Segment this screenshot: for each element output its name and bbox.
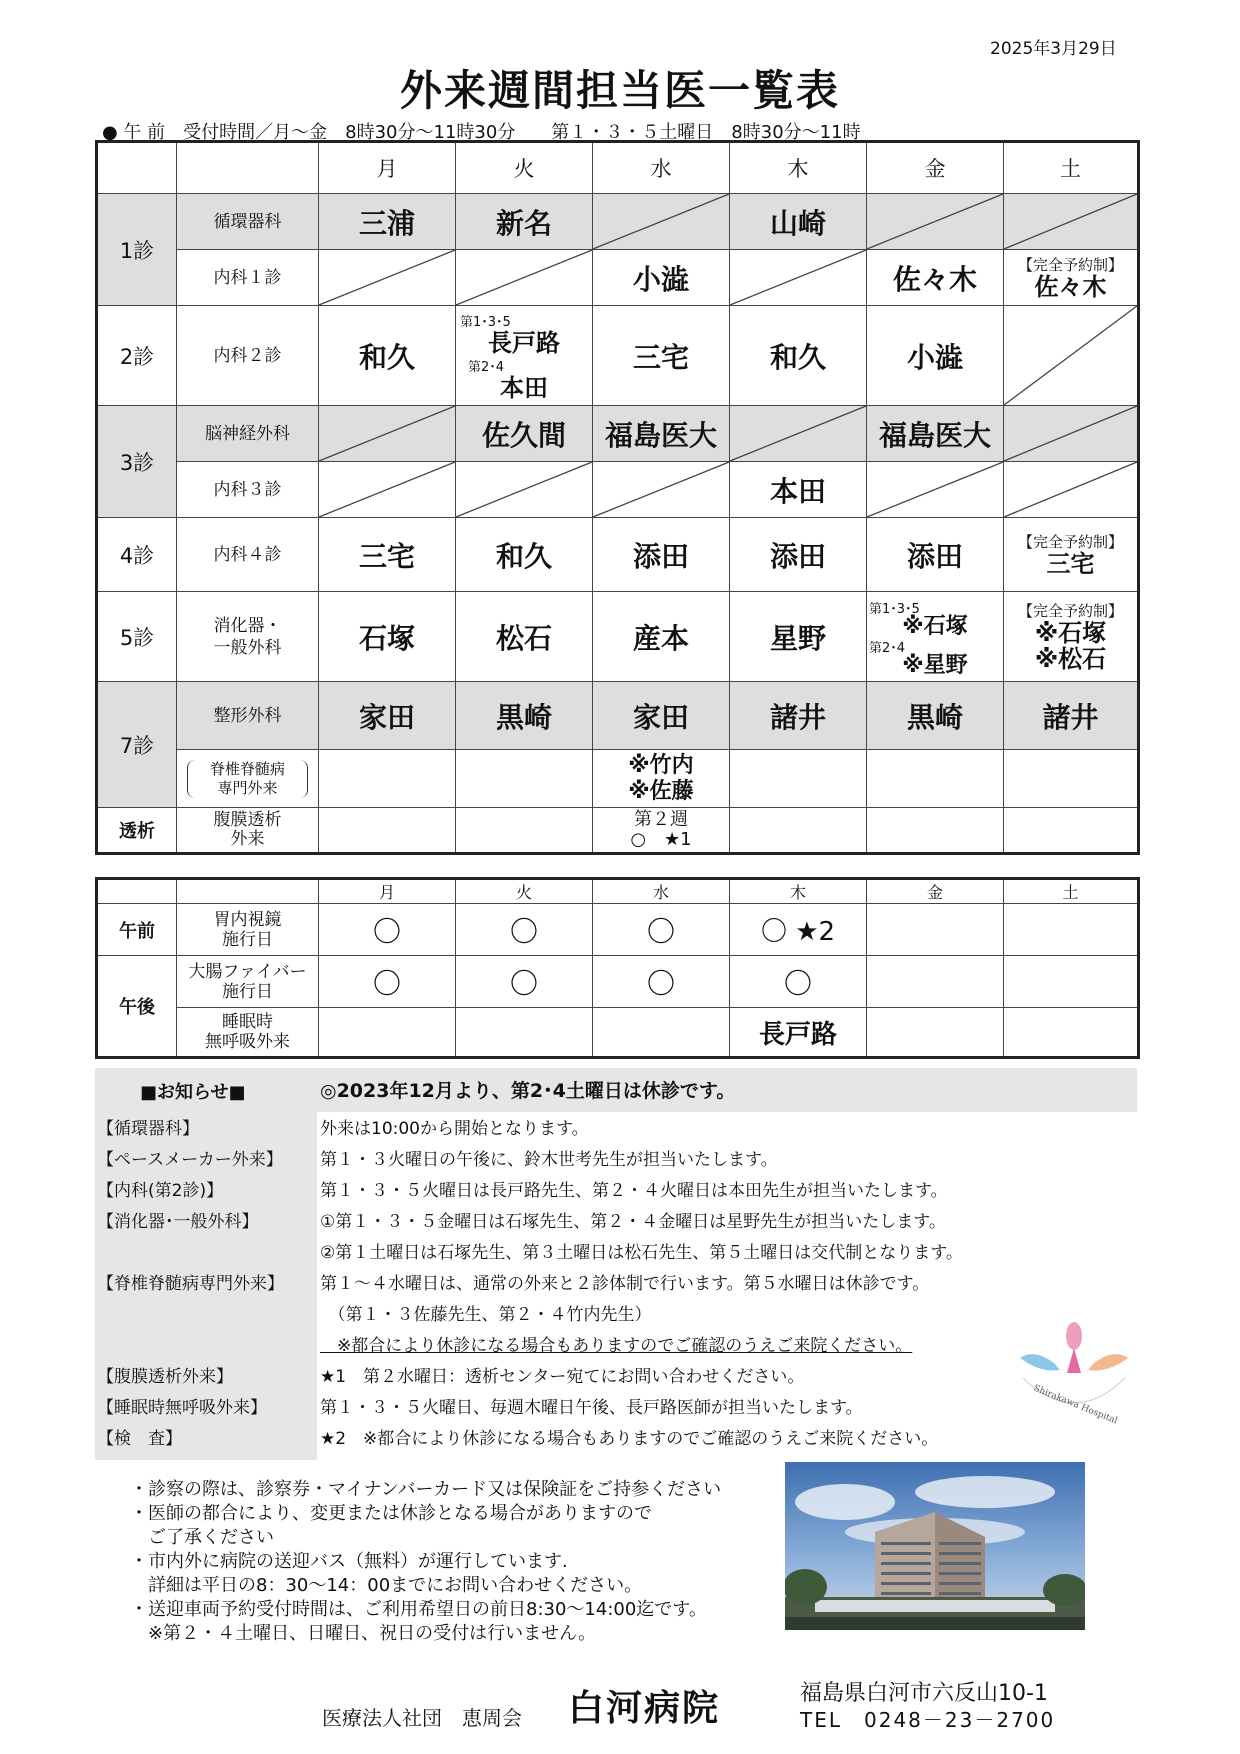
empty-cell <box>1004 462 1139 518</box>
empty-cell <box>319 462 456 518</box>
notice-heading: ■お知らせ■ <box>140 1082 246 1103</box>
doctor-cell: 山崎 <box>730 194 867 250</box>
slot-7: 7診 <box>97 682 177 808</box>
diagonal-slash <box>867 462 1003 517</box>
empty-cell <box>593 462 730 518</box>
row-noshinkei <box>97 406 1139 462</box>
row-naika2 <box>97 306 1139 406</box>
doctor-cell: 星野 <box>730 592 867 682</box>
dept-peritoneal: 腹膜透析 外来 <box>177 808 319 854</box>
slot-3: 3診 <box>97 406 177 518</box>
doctor-cell: 佐々木 <box>867 250 1004 306</box>
diagonal-slash <box>867 194 1003 249</box>
doctor-cell: 本田 <box>730 462 867 518</box>
empty-cell <box>1004 406 1139 462</box>
empty-cell <box>867 462 1004 518</box>
doctor-cell: 和久 <box>456 518 593 592</box>
slot-4: 4診 <box>97 518 177 592</box>
logo-text: Shirakawa Hospital <box>1031 1383 1119 1427</box>
empty-cell <box>319 250 456 306</box>
available-mark: 〇 <box>456 956 593 1008</box>
doctor-cell: 佐久間 <box>456 406 593 462</box>
row-colonoscopy: 午後 大腸ファイバー 施行日 〇 〇 〇 〇 <box>97 956 1139 1008</box>
doctor-cell: 三浦 <box>319 194 456 250</box>
diagonal-slash <box>1004 194 1137 249</box>
slot-1: 1診 <box>97 194 177 306</box>
organization-name: 医療法人社団 恵周会 <box>322 1706 522 1730</box>
hospital-logo <box>1015 1318 1133 1433</box>
doctor-cell: 三宅 <box>593 306 730 406</box>
row-sleep-apnea: 睡眠時 無呼吸外来 長戸路 <box>97 1008 1139 1058</box>
header-row <box>97 142 1139 194</box>
dept-internal-3: 内科３診 <box>177 462 319 518</box>
diagonal-slash <box>730 406 866 461</box>
row-sekitsui <box>97 750 1139 808</box>
doctor-cell: 諸井 <box>730 682 867 750</box>
dept-neurosurgery: 脳神経外科 <box>177 406 319 462</box>
notice-text: ★1 第２水曜日：透析センター宛てにお問い合わせください。 <box>320 1367 805 1387</box>
doctor-cell: 福島医大 <box>867 406 1004 462</box>
notice-label: 【内科(第2診)】 <box>97 1181 224 1201</box>
doctor-cell: 家田 <box>319 682 456 750</box>
row-fukumaku <box>97 808 1139 854</box>
day-fri: 金 <box>867 142 1004 194</box>
available-mark: 〇 <box>593 904 730 956</box>
row-naika3 <box>97 462 1139 518</box>
notice-label: 【睡眠時無呼吸外来】 <box>97 1398 267 1418</box>
row-naika4 <box>97 518 1139 592</box>
diagonal-slash <box>593 194 729 249</box>
diagonal-slash <box>319 462 455 517</box>
notice-label: 【ペースメーカー外来】 <box>97 1150 283 1170</box>
doctor-cell: 産本 <box>593 592 730 682</box>
notice-label: 【消化器･一般外科】 <box>97 1212 259 1232</box>
doctor-cell-split: 第1･3･5 ※石塚 第2･4 ※星野 <box>867 592 1004 682</box>
row-gastroscopy: 午前 胃内視鏡 施行日 〇 〇 〇 〇 ★2 <box>97 904 1139 956</box>
available-mark: 〇 <box>456 904 593 956</box>
notice-label: 【循環器科】 <box>97 1119 199 1139</box>
diagonal-slash <box>456 250 592 305</box>
doctor-cell: 黒崎 <box>867 682 1004 750</box>
empty-cell <box>593 194 730 250</box>
day-mon: 月 <box>319 142 456 194</box>
doctor-cell: 家田 <box>593 682 730 750</box>
available-mark: 〇 <box>319 956 456 1008</box>
diagonal-slash <box>319 250 455 305</box>
diagonal-slash <box>1004 306 1137 405</box>
hospital-tel: TEL 0248－23－2700 <box>800 1708 1056 1732</box>
doctor-cell: 和久 <box>319 306 456 406</box>
dept-internal-2: 内科２診 <box>177 306 319 406</box>
diagonal-slash <box>730 250 866 305</box>
notice-text: ②第１土曜日は石塚先生、第３土曜日は松石先生、第５土曜日は交代制となります。 <box>320 1243 963 1263</box>
notice-text: ★2 ※都合により休診になる場合もありますのでご確認のうえご来院ください。 <box>320 1429 939 1449</box>
doctor-cell: 福島医大 <box>593 406 730 462</box>
dept-gastro: 消化器・ 一般外科 <box>177 592 319 682</box>
hospital-name: 白河病院 <box>568 1688 721 1729</box>
notice-label: 【検 査】 <box>97 1429 182 1449</box>
empty-cell <box>456 462 593 518</box>
doctor-cell: 三宅 <box>319 518 456 592</box>
doctor-cell: 松石 <box>456 592 593 682</box>
notice-text: 外来は10:00から開始となります。 <box>320 1119 589 1139</box>
doctor-cell: 添田 <box>593 518 730 592</box>
dialysis-cell: 第２週 ○ ★1 <box>593 808 730 854</box>
empty-cell <box>1004 306 1139 406</box>
doctor-cell-reserved: 【完全予約制】 三宅 <box>1004 518 1139 592</box>
notice-text: 第１・３・５火曜日は長戸路先生、第２・４火曜日は本田先生が担当いたします。 <box>320 1181 948 1201</box>
diagonal-slash <box>319 406 455 461</box>
doctor-cell: 諸井 <box>1004 682 1139 750</box>
doctor-cell: 長戸路 <box>730 1008 867 1058</box>
exam-schedule-table <box>95 877 1140 1059</box>
hospital-photo <box>785 1462 1085 1630</box>
notice-text: 第１・３・５火曜日、毎週木曜日午後、長戸路医師が担当いたします。 <box>320 1398 863 1418</box>
row-naika1 <box>97 250 1139 306</box>
slot-dialysis: 透析 <box>97 808 177 854</box>
dept-spine: 脊椎脊髄病 専門外来 <box>177 750 319 808</box>
day-wed: 水 <box>593 142 730 194</box>
doctor-cell-reserved: 【完全予約制】 佐々木 <box>1004 250 1139 306</box>
notice-label: 【脊椎脊髄病専門外来】 <box>97 1274 284 1294</box>
reception-hours: ● 午 前 受付時間／月～金 8時30分～11時30分 第１・３・５土曜日 8時30分～11時 <box>102 122 861 143</box>
header-row: 月 火 水 木 金 土 <box>97 879 1139 904</box>
dept-cardiology: 循環器科 <box>177 194 319 250</box>
empty-cell <box>456 250 593 306</box>
doctor-cell: 黒崎 <box>456 682 593 750</box>
notice-text: （第１・３佐藤先生、第２・４竹内先生） <box>320 1305 652 1325</box>
empty-cell <box>1004 194 1139 250</box>
diagonal-slash <box>593 462 729 517</box>
doctor-cell: 新名 <box>456 194 593 250</box>
empty-cell <box>730 406 867 462</box>
empty-cell <box>730 250 867 306</box>
info-bullets: ・診察の際は、診察券・マイナンバーカード又は保険証をご持参ください ・医師の都合により、変更または休診となる場合がありますので ご了承ください ・市内外に病院の送迎バス（無料）が運行しています. 詳細は平日の8：30～14：00までにお問い合わせください。 ・送迎車両予約受付時間は、ご利用希望日の前日8:30～14:00迄です。 ※第２・４土曜日、日曜日、祝日の受付は行いません。 <box>130 1479 722 1644</box>
doctor-cell: 添田 <box>867 518 1004 592</box>
slot-2: 2診 <box>97 306 177 406</box>
issue-date: 2025年3月29日 <box>990 39 1117 59</box>
dept-internal-1: 内科１診 <box>177 250 319 306</box>
slot-5: 5診 <box>97 592 177 682</box>
page-title: 外来週間担当医一覧表 <box>399 66 840 115</box>
notice-text: 第１・３火曜日の午後に、鈴木世考先生が担当いたします。 <box>320 1150 778 1170</box>
empty-cell <box>319 406 456 462</box>
doctor-cell-split: ※竹内 ※佐藤 <box>593 750 730 808</box>
available-mark: 〇 ★2 <box>730 904 867 956</box>
empty-cell <box>867 194 1004 250</box>
dept-orthopedics: 整形外科 <box>177 682 319 750</box>
notice-text: 第１～４水曜日は、通常の外来と２診体制で行います。第５水曜日は休診です。 <box>320 1274 930 1294</box>
day-tue: 火 <box>456 142 593 194</box>
available-mark: 〇 <box>593 956 730 1008</box>
doctor-cell: 和久 <box>730 306 867 406</box>
notice-headline: ◎2023年12月より、第2･4土曜日は休診です。 <box>320 1080 736 1102</box>
weekly-schedule-table <box>95 140 1140 855</box>
notice-text: ※都合により休診になる場合もありますのでご確認のうえご来院ください。 <box>320 1336 913 1356</box>
doctor-cell-split: 第1･3･5 長戸路 第2･4 本田 <box>456 306 593 406</box>
day-thu: 木 <box>730 142 867 194</box>
reservation-tag: 【完全予約制】 <box>1017 255 1123 274</box>
doctor-cell-reserved: 【完全予約制】 ※石塚 ※松石 <box>1004 592 1139 682</box>
row-junkan <box>97 194 1139 250</box>
doctor-cell: 石塚 <box>319 592 456 682</box>
row-shoka <box>97 592 1139 682</box>
doctor-cell: 添田 <box>730 518 867 592</box>
available-mark: 〇 <box>730 956 867 1008</box>
available-mark: 〇 <box>319 904 456 956</box>
diagonal-slash <box>1004 406 1137 461</box>
doctor-cell: 小澁 <box>867 306 1004 406</box>
hospital-address: 福島県白河市六反山10-1 <box>800 1681 1048 1706</box>
diagonal-slash <box>1004 462 1137 517</box>
notice-label: 【腹膜透析外来】 <box>97 1367 233 1387</box>
doctor-cell: 小澁 <box>593 250 730 306</box>
diagonal-slash <box>456 462 592 517</box>
row-seikei <box>97 682 1139 750</box>
dept-internal-4: 内科４診 <box>177 518 319 592</box>
notice-text: ①第１・３・５金曜日は石塚先生、第２・４金曜日は星野先生が担当いたします。 <box>320 1212 946 1232</box>
day-sat: 土 <box>1004 142 1139 194</box>
